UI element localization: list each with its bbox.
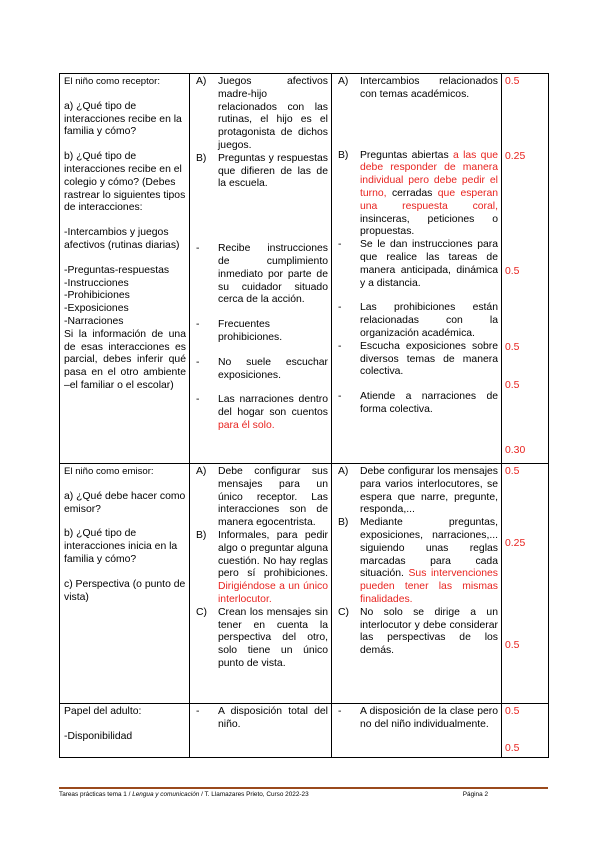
question-text: a) ¿Qué debe hacer como emisor? xyxy=(64,490,186,515)
list-item: -Prohibiciones xyxy=(64,290,130,302)
page-footer xyxy=(59,791,548,799)
school-answer-cell xyxy=(332,704,502,758)
tasks-table xyxy=(59,73,549,758)
score-value: 0.5 xyxy=(505,706,520,717)
question-text: -Intercambios y juegos afectivos (rutinas diarias) xyxy=(64,227,180,251)
list-item: A) Debe configurar los mensajes para varios interlocutores, se espera que narre, pregunte, responda,... xyxy=(338,466,498,516)
question-text: b) ¿Qué tipo de interacciones inicia en la familia y cómo? xyxy=(64,528,178,565)
list-item: C) No solo se dirige a un interlocutor y debe considerar las perspectivas de los demás. xyxy=(338,606,498,657)
list-item: -Instrucciones xyxy=(64,277,129,289)
score-cell xyxy=(502,704,549,758)
score-value: 0.30 xyxy=(505,445,526,456)
footer-course: Tareas prácticas tema 1 / Lengua y comunicación / T. Llamazares Prieto, Curso 2022-23 xyxy=(59,791,309,798)
question-cell xyxy=(60,704,190,758)
list-item: A) Debe configurar sus mensajes para un único receptor. Las interacciones son de manera egocentrista. xyxy=(196,466,328,529)
list-item: -Narraciones xyxy=(64,315,124,327)
question-text: c) Perspectiva (o punto de vista) xyxy=(64,578,186,603)
list-item: - A disposición total del niño. xyxy=(196,706,328,730)
list-item: - No suele escuchar exposiciones. xyxy=(196,356,328,381)
list-item: -Preguntas-respuestas xyxy=(64,264,170,276)
table-row xyxy=(60,464,549,704)
score-value: 0.5 xyxy=(505,466,520,477)
question-text: -Disponibilidad xyxy=(64,730,133,742)
score-value: 0.5 xyxy=(505,640,520,651)
question-text: b) ¿Qué tipo de interacciones recibe en el colegio y cómo? (Debes rastrear lo siguientes tipos de interacciones: xyxy=(64,151,186,214)
footer-rule xyxy=(59,787,548,789)
section-heading: Papel del adulto: xyxy=(64,706,142,717)
score-value: 0.25 xyxy=(505,151,526,162)
list-item: B) Informales, para pedir algo o preguntar alguna cuestión. No hay reglas pero sí prohibiciones. Dirigiéndose a un único interlocutor. xyxy=(196,529,328,605)
table-row xyxy=(60,704,549,758)
list-item: B) Mediante preguntas, exposiciones, narraciones,... siguiendo unas reglas marcadas para cada situación. Sus intervenciones pueden tener las mismas finalidades. xyxy=(338,517,498,605)
score-value: 0.5 xyxy=(505,743,520,754)
family-answer-cell xyxy=(190,464,332,704)
score-value: 0.5 xyxy=(505,266,520,277)
list-item: A) Intercambios relacionados con temas académicos. xyxy=(338,76,498,100)
question-text: Si la información de una de esas interacciones es parcial, debes inferir qué pasa en el otro ambiente –el familiar o el escolar) xyxy=(64,328,186,391)
score-value: 0.25 xyxy=(505,538,526,549)
question-cell xyxy=(60,74,190,464)
score-cell xyxy=(502,464,549,704)
score-value: 0.5 xyxy=(505,76,520,87)
school-answer-cell xyxy=(332,74,502,464)
list-item: - Las prohibiciones están relacionadas con la organización académica. xyxy=(338,302,498,339)
list-item: - Se le dan instrucciones para que realice las tareas de manera anticipada, dinámica y a distancia. xyxy=(338,239,498,289)
list-item: - Atiende a narraciones de forma colectiva. xyxy=(338,391,498,415)
section-heading: El niño como emisor: xyxy=(64,466,154,477)
list-item: B) Preguntas abiertas a las que debe responder de manera individual pero debe pedir el turno, cerradas que esperan una respuesta coral, insinceras, peticiones o propuestas. xyxy=(338,149,499,238)
list-item: - Frecuentes prohibiciones. xyxy=(196,319,283,343)
score-value: 0.5 xyxy=(505,380,520,391)
list-item: - A disposición de la clase pero no del niño individualmente. xyxy=(338,706,498,730)
score-value: 0.5 xyxy=(505,342,520,353)
list-item: - Escucha exposiciones sobre diversos temas de manera colectiva. xyxy=(338,340,498,378)
table-row xyxy=(60,74,549,464)
section-heading: El niño como receptor: xyxy=(64,76,160,87)
list-item: A) Juegos afectivos madre-hijo relacionados con las rutinas, el hijo es el protagonista de dichos juegos. xyxy=(196,76,328,151)
list-item: -Exposiciones xyxy=(64,303,129,315)
list-item: - Las narraciones dentro del hogar son cuentos para él solo. xyxy=(196,394,328,431)
list-item: C) Crean los mensajes sin tener en cuenta la perspectiva del otro, solo tiene un único punto de vista. xyxy=(196,606,328,669)
page-number: Página 2 xyxy=(462,791,488,798)
list-item: - Recibe instrucciones de cumplimiento inmediato por parte de su cuidador situado cerca de la acción. xyxy=(196,243,328,306)
score-cell xyxy=(502,74,549,464)
school-answer-cell xyxy=(332,464,502,704)
family-answer-cell xyxy=(190,704,332,758)
question-text: a) ¿Qué tipo de interacciones recibe en la familia y cómo? xyxy=(64,100,182,138)
question-cell xyxy=(60,464,190,704)
family-answer-cell xyxy=(190,74,332,464)
list-item: B) Preguntas y respuestas que difieren de las de la escuela. xyxy=(196,152,328,190)
